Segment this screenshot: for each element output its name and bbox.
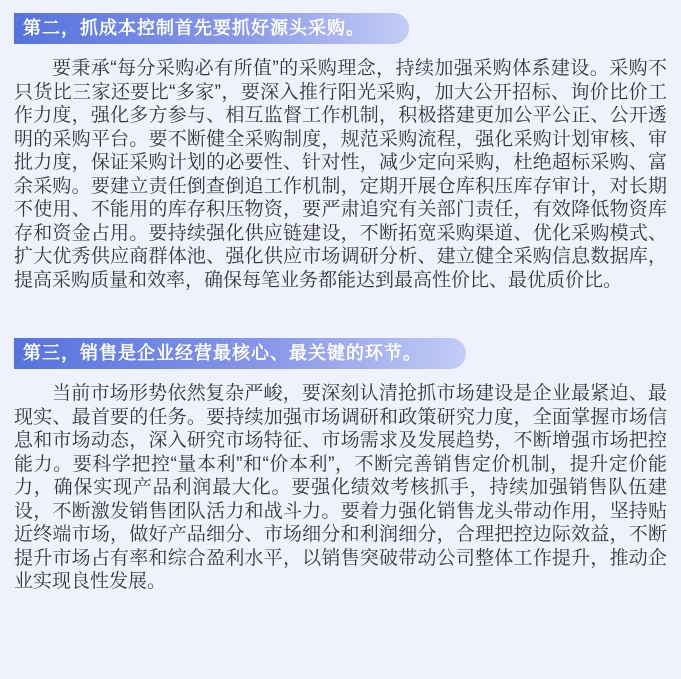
section-heading-banner: [14, 338, 466, 369]
section-cost-control-procurement: [14, 13, 667, 292]
section-heading-text: 第二，抓成本控制首先要抓好源头采购。: [23, 18, 365, 38]
section-heading-banner: [14, 13, 409, 44]
section-heading-text: 第三，销售是企业经营最核心、最关键的环节。: [23, 343, 422, 363]
section-sales: [14, 338, 667, 594]
section-body-paragraph: 当前市场形势依然复杂严峻，要深刻认清抢抓市场建设是企业最紧迫、最现实、最首要的任务。要持续加强市场调研和政策研究力度，全面掌握市场信息和市场动态，深入研究市场特征、市场需求及发展趋势，不断增强市场把控能力。要科学把控“量本利”和“价本利”，不断完善销售定价机制，提升定价能力，确保实现产品利润最大化。要强化绩效考核抓手，持续加强销售队伍建设，不断激发销售团队活力和战斗力。要着力强化销售龙头带动作用，坚持贴近终端市场，做好产品细分、市场细分和利润细分，合理把控边际效益，不断提升市场占有率和综合盈利水平，以销售突破带动公司整体工作提升，推动企业实现良性发展。: [14, 383, 667, 592]
section-body-paragraph: 要秉承“每分采购必有所值”的采购理念，持续加强采购体系建设。采购不只货比三家还要比“多家”，要深入推行阳光采购，加大公开招标、询价比价工作力度，强化多方参与、相互监督工作机制，积极搭建更加公平公正、公开透明的采购平台。要不断健全采购制度，规范采购流程，强化采购计划审核、审批力度，保证采购计划的必要性、针对性，减少定向采购，杜绝超标采购、富余采购。要建立责任倒查倒追工作机制，定期开展仓库积压库存审计，对长期不使用、不能用的库存积压物资，要严肃追究有关部门责任，有效降低物资库存和资金占用。要持续强化供应链建设，不断拓宽采购渠道、优化采购模式、扩大优秀供应商群体池、强化供应市场调研分析、建立健全采购信息数据库，提高采购质量和效率，确保每笔业务都能达到最高性价比、最优质价比。: [14, 58, 667, 291]
